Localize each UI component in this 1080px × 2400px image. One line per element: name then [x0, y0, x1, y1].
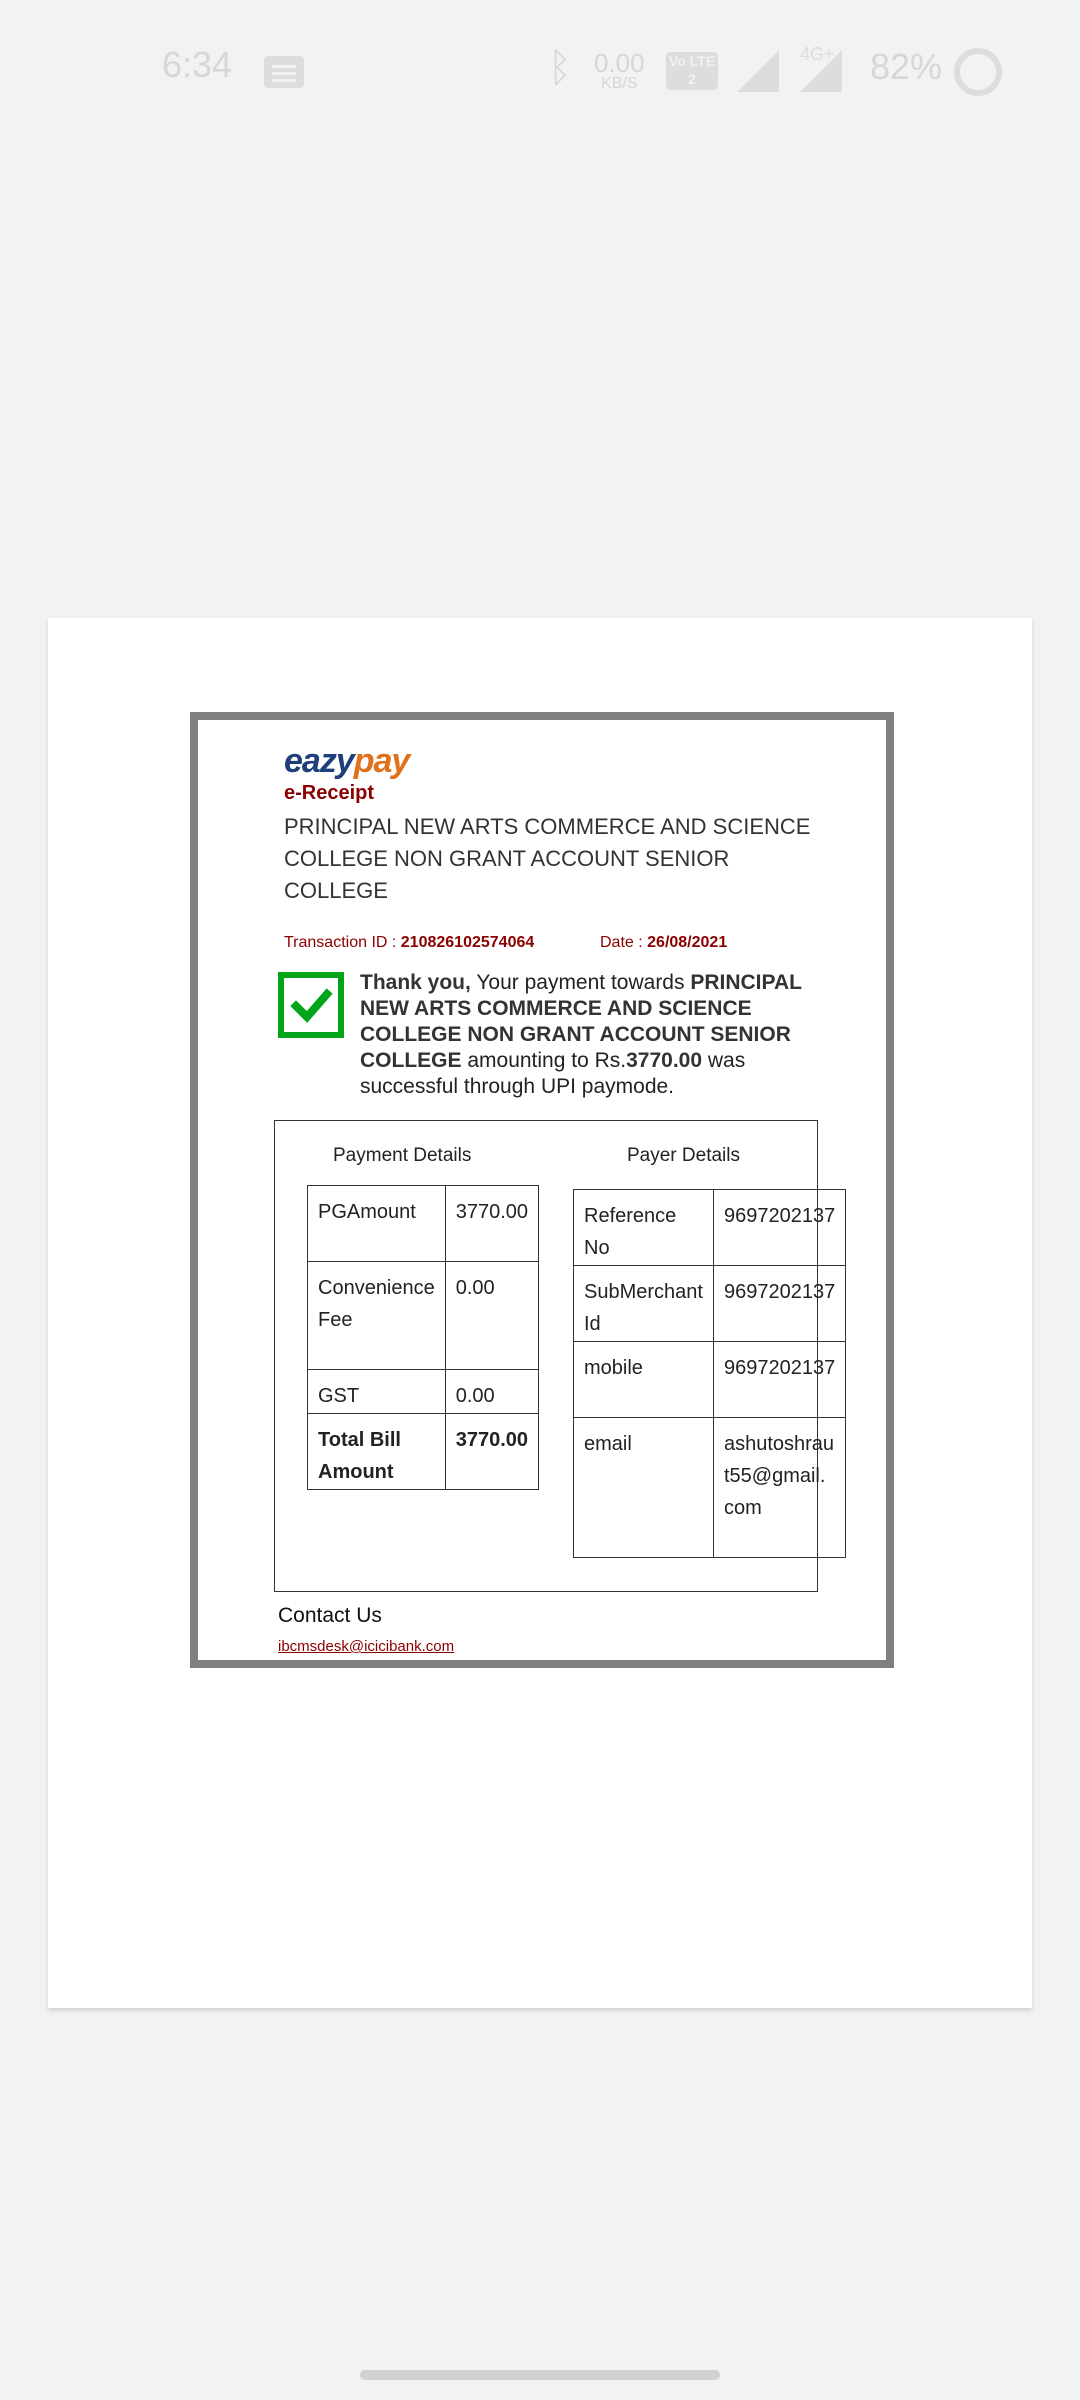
thanks-amounting: amounting to Rs. [461, 1049, 627, 1072]
network-speed-unit: KB/S [601, 75, 638, 92]
payer-details-table [573, 1189, 846, 1558]
contact-us-label: Contact Us [278, 1604, 382, 1627]
payee-name: PRINCIPAL NEW ARTS COMMERCE AND SCIENCE COLLEGE NON GRANT ACCOUNT SENIOR COLLEGE [284, 814, 811, 903]
table-row [574, 1342, 846, 1418]
payment-details-title: Payment Details [333, 1145, 472, 1166]
thanks-payee: PRINCIPAL NEW ARTS COMMERCE AND SCIENCE COLLEGE NON GRANT ACCOUNT SENIOR COLLEGE [360, 971, 802, 1072]
table-cell-key: Reference No [574, 1190, 714, 1266]
notification-icon [264, 56, 304, 88]
receipt-title: e-Receipt [284, 782, 375, 804]
table-cell-key: Convenience Fee [308, 1262, 446, 1370]
table-cell-value: 0.00 [445, 1262, 538, 1370]
battery-icon [954, 48, 1002, 96]
signal-strength-icon [737, 50, 779, 92]
table-cell-key: email [574, 1418, 714, 1558]
table-row [574, 1418, 846, 1558]
table-row [308, 1262, 539, 1370]
table-row [574, 1266, 846, 1342]
home-indicator[interactable] [360, 2370, 720, 2380]
table-cell-key: GST [308, 1370, 446, 1414]
thanks-end: paymode. [575, 1075, 675, 1098]
table-cell-value: 9697202137 [713, 1342, 845, 1418]
transaction-id-label: Transaction ID : [284, 934, 401, 951]
success-message [360, 970, 820, 1100]
table-cell-value: 3770.00 [445, 1186, 538, 1262]
network-speed-value: 0.00 [594, 48, 645, 78]
network-speed [594, 50, 645, 92]
thanks-lead: Thank you, [360, 971, 471, 994]
payer-details-title: Payer Details [627, 1145, 740, 1166]
status-time: 6:34 [162, 44, 233, 85]
transaction-id [284, 934, 534, 952]
table-cell-key: PGAmount [308, 1186, 446, 1262]
date-label: Date : [600, 934, 648, 951]
table-cell-value: 3770.00 [445, 1414, 538, 1490]
thanks-mid: Your payment towards [470, 971, 691, 994]
thanks-mode: UPI [540, 1075, 576, 1098]
payment-details-table [307, 1185, 539, 1490]
table-row [308, 1186, 539, 1262]
table-row [308, 1414, 539, 1490]
table-row [574, 1190, 846, 1266]
receipt-frame [190, 712, 894, 1668]
thanks-amount: 3770.00 [626, 1049, 703, 1072]
document-page[interactable] [48, 618, 1032, 2008]
transaction-id-value: 210826102574064 [400, 934, 535, 951]
table-cell-key: mobile [574, 1342, 714, 1418]
table-cell-value: 9697202137 [713, 1266, 845, 1342]
table-cell-value: 9697202137 [713, 1190, 845, 1266]
success-check-icon [278, 972, 344, 1038]
status-bar [0, 0, 1080, 140]
table-cell-value: 0.00 [445, 1370, 538, 1414]
logo-pay: pay [353, 742, 410, 780]
details-box [274, 1120, 836, 1592]
date-value: 26/08/2021 [647, 934, 728, 951]
thanks-was: was successful through [360, 1049, 746, 1098]
table-cell-key: Total Bill Amount [308, 1414, 446, 1490]
transaction-date [600, 934, 727, 952]
contact-email-link[interactable]: ibcmsdesk@icicibank.com [278, 1638, 455, 1655]
eazypay-logo [284, 742, 409, 781]
battery-percent: 82% [870, 46, 943, 87]
logo-eazy: eazy [284, 742, 354, 780]
table-row [308, 1370, 539, 1414]
bluetooth-icon: ᛒ [548, 46, 572, 90]
table-cell-key: SubMerchant Id [574, 1266, 714, 1342]
volte-icon: Vo LTE 2 [666, 52, 718, 90]
network-type: 4G+ [800, 44, 835, 64]
table-cell-value: ashutoshraut55@gmail.com [713, 1418, 845, 1558]
